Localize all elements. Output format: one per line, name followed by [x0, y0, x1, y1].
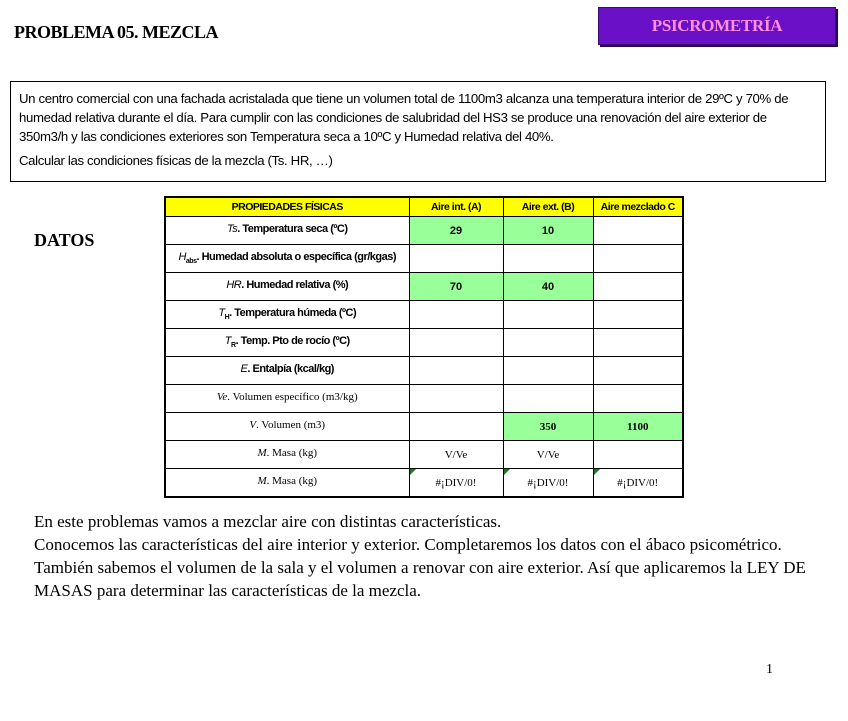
table-row	[165, 245, 683, 273]
explanation-paragraph: Conocemos las características del aire interior y exterior. Completaremos los datos con el ábaco psicométrico.	[34, 535, 782, 554]
page-number: 1	[766, 662, 773, 677]
cell-air-ext: 10	[503, 217, 593, 245]
header-air-mixed: Aire mezclado C	[593, 197, 683, 217]
row-label: M. Masa (kg)	[165, 469, 409, 498]
properties-table	[164, 196, 684, 498]
page-title: PROBLEMA 05. MEZCLA	[14, 22, 219, 42]
row-label: E. Entalpía (kcal/kg)	[165, 357, 409, 385]
cell-air-ext: V/Ve	[503, 441, 593, 469]
cell-air-int: #¡DIV/0!	[409, 469, 503, 498]
table-row	[165, 441, 683, 469]
header-properties: PROPIEDADES FÍSICAS	[165, 197, 409, 217]
problem-question: Calcular las condiciones físicas de la mezcla (Ts. HR, …)	[19, 153, 333, 168]
cell-air-mixed	[593, 385, 683, 413]
cell-air-ext	[503, 301, 593, 329]
row-label: $T_H$. Temperatura húmeda (ºC)	[165, 301, 409, 329]
cell-air-mixed: 1100	[593, 413, 683, 441]
table-header-row	[165, 197, 683, 217]
cell-air-ext: #¡DIV/0!	[503, 469, 593, 498]
cell-air-mixed	[593, 245, 683, 273]
cell-air-mixed: #¡DIV/0!	[593, 469, 683, 498]
cell-air-mixed	[593, 329, 683, 357]
table-row	[165, 301, 683, 329]
table-row	[165, 217, 683, 245]
header-air-int: Aire int. (A)	[409, 197, 503, 217]
cell-air-int	[409, 329, 503, 357]
cell-air-int	[409, 301, 503, 329]
cell-air-ext: 40	[503, 273, 593, 301]
cell-air-int	[409, 385, 503, 413]
cell-air-int: 29	[409, 217, 503, 245]
cell-air-mixed	[593, 301, 683, 329]
cell-air-mixed	[593, 217, 683, 245]
table-row	[165, 357, 683, 385]
table-row	[165, 413, 683, 441]
cell-air-ext	[503, 385, 593, 413]
cell-air-ext: 350	[503, 413, 593, 441]
explanation-text	[34, 510, 824, 602]
cell-air-int	[409, 357, 503, 385]
row-label: V. Volumen (m3)	[165, 413, 409, 441]
row-label: $H_{abs}$. Humedad absoluta o específica (gr/kgas)	[165, 245, 409, 273]
header-air-ext: Aire ext. (B)	[503, 197, 593, 217]
row-label: HR. Humedad relativa (%)	[165, 273, 409, 301]
table-row	[165, 385, 683, 413]
cell-air-ext	[503, 357, 593, 385]
row-label: $T_R$. Temp. Pto de rocío (ºC)	[165, 329, 409, 357]
explanation-paragraph: También sabemos el volumen de la sala y el volumen a renovar con aire exterior. Así que aplicaremos la LEY DE MASAS para determinar las características de la mezcla.	[34, 558, 806, 600]
cell-air-int	[409, 245, 503, 273]
cell-air-int: 70	[409, 273, 503, 301]
brand-banner: PSICROMETRÍA	[598, 7, 836, 45]
cell-air-mixed	[593, 273, 683, 301]
row-label: M. Masa (kg)	[165, 441, 409, 469]
problem-statement-box	[10, 81, 826, 182]
row-label: Ts. Temperatura seca (ºC)	[165, 217, 409, 245]
cell-air-int: V/Ve	[409, 441, 503, 469]
cell-air-mixed	[593, 441, 683, 469]
cell-air-ext	[503, 245, 593, 273]
cell-air-int	[409, 413, 503, 441]
table-row	[165, 273, 683, 301]
problem-statement: Un centro comercial con una fachada acristalada que tiene un volumen total de 1100m3 alcanza una temperatura interior de 29ºC y 70% de humedad relativa durante el día. Para cumplir con las condiciones de salubridad del HS3 se produce una renovación del aire exterior de 350m3/h y las condiciones exteriores son Temperatura seca a 10ºC y Humedad relativa del 40%.	[19, 91, 789, 144]
table-row	[165, 469, 683, 498]
cell-air-mixed	[593, 357, 683, 385]
table-row	[165, 329, 683, 357]
cell-air-ext	[503, 329, 593, 357]
datos-label: DATOS	[34, 230, 95, 250]
explanation-paragraph: En este problemas vamos a mezclar aire con distintas características.	[34, 512, 502, 531]
row-label: Ve. Volumen específico (m3/kg)	[165, 385, 409, 413]
